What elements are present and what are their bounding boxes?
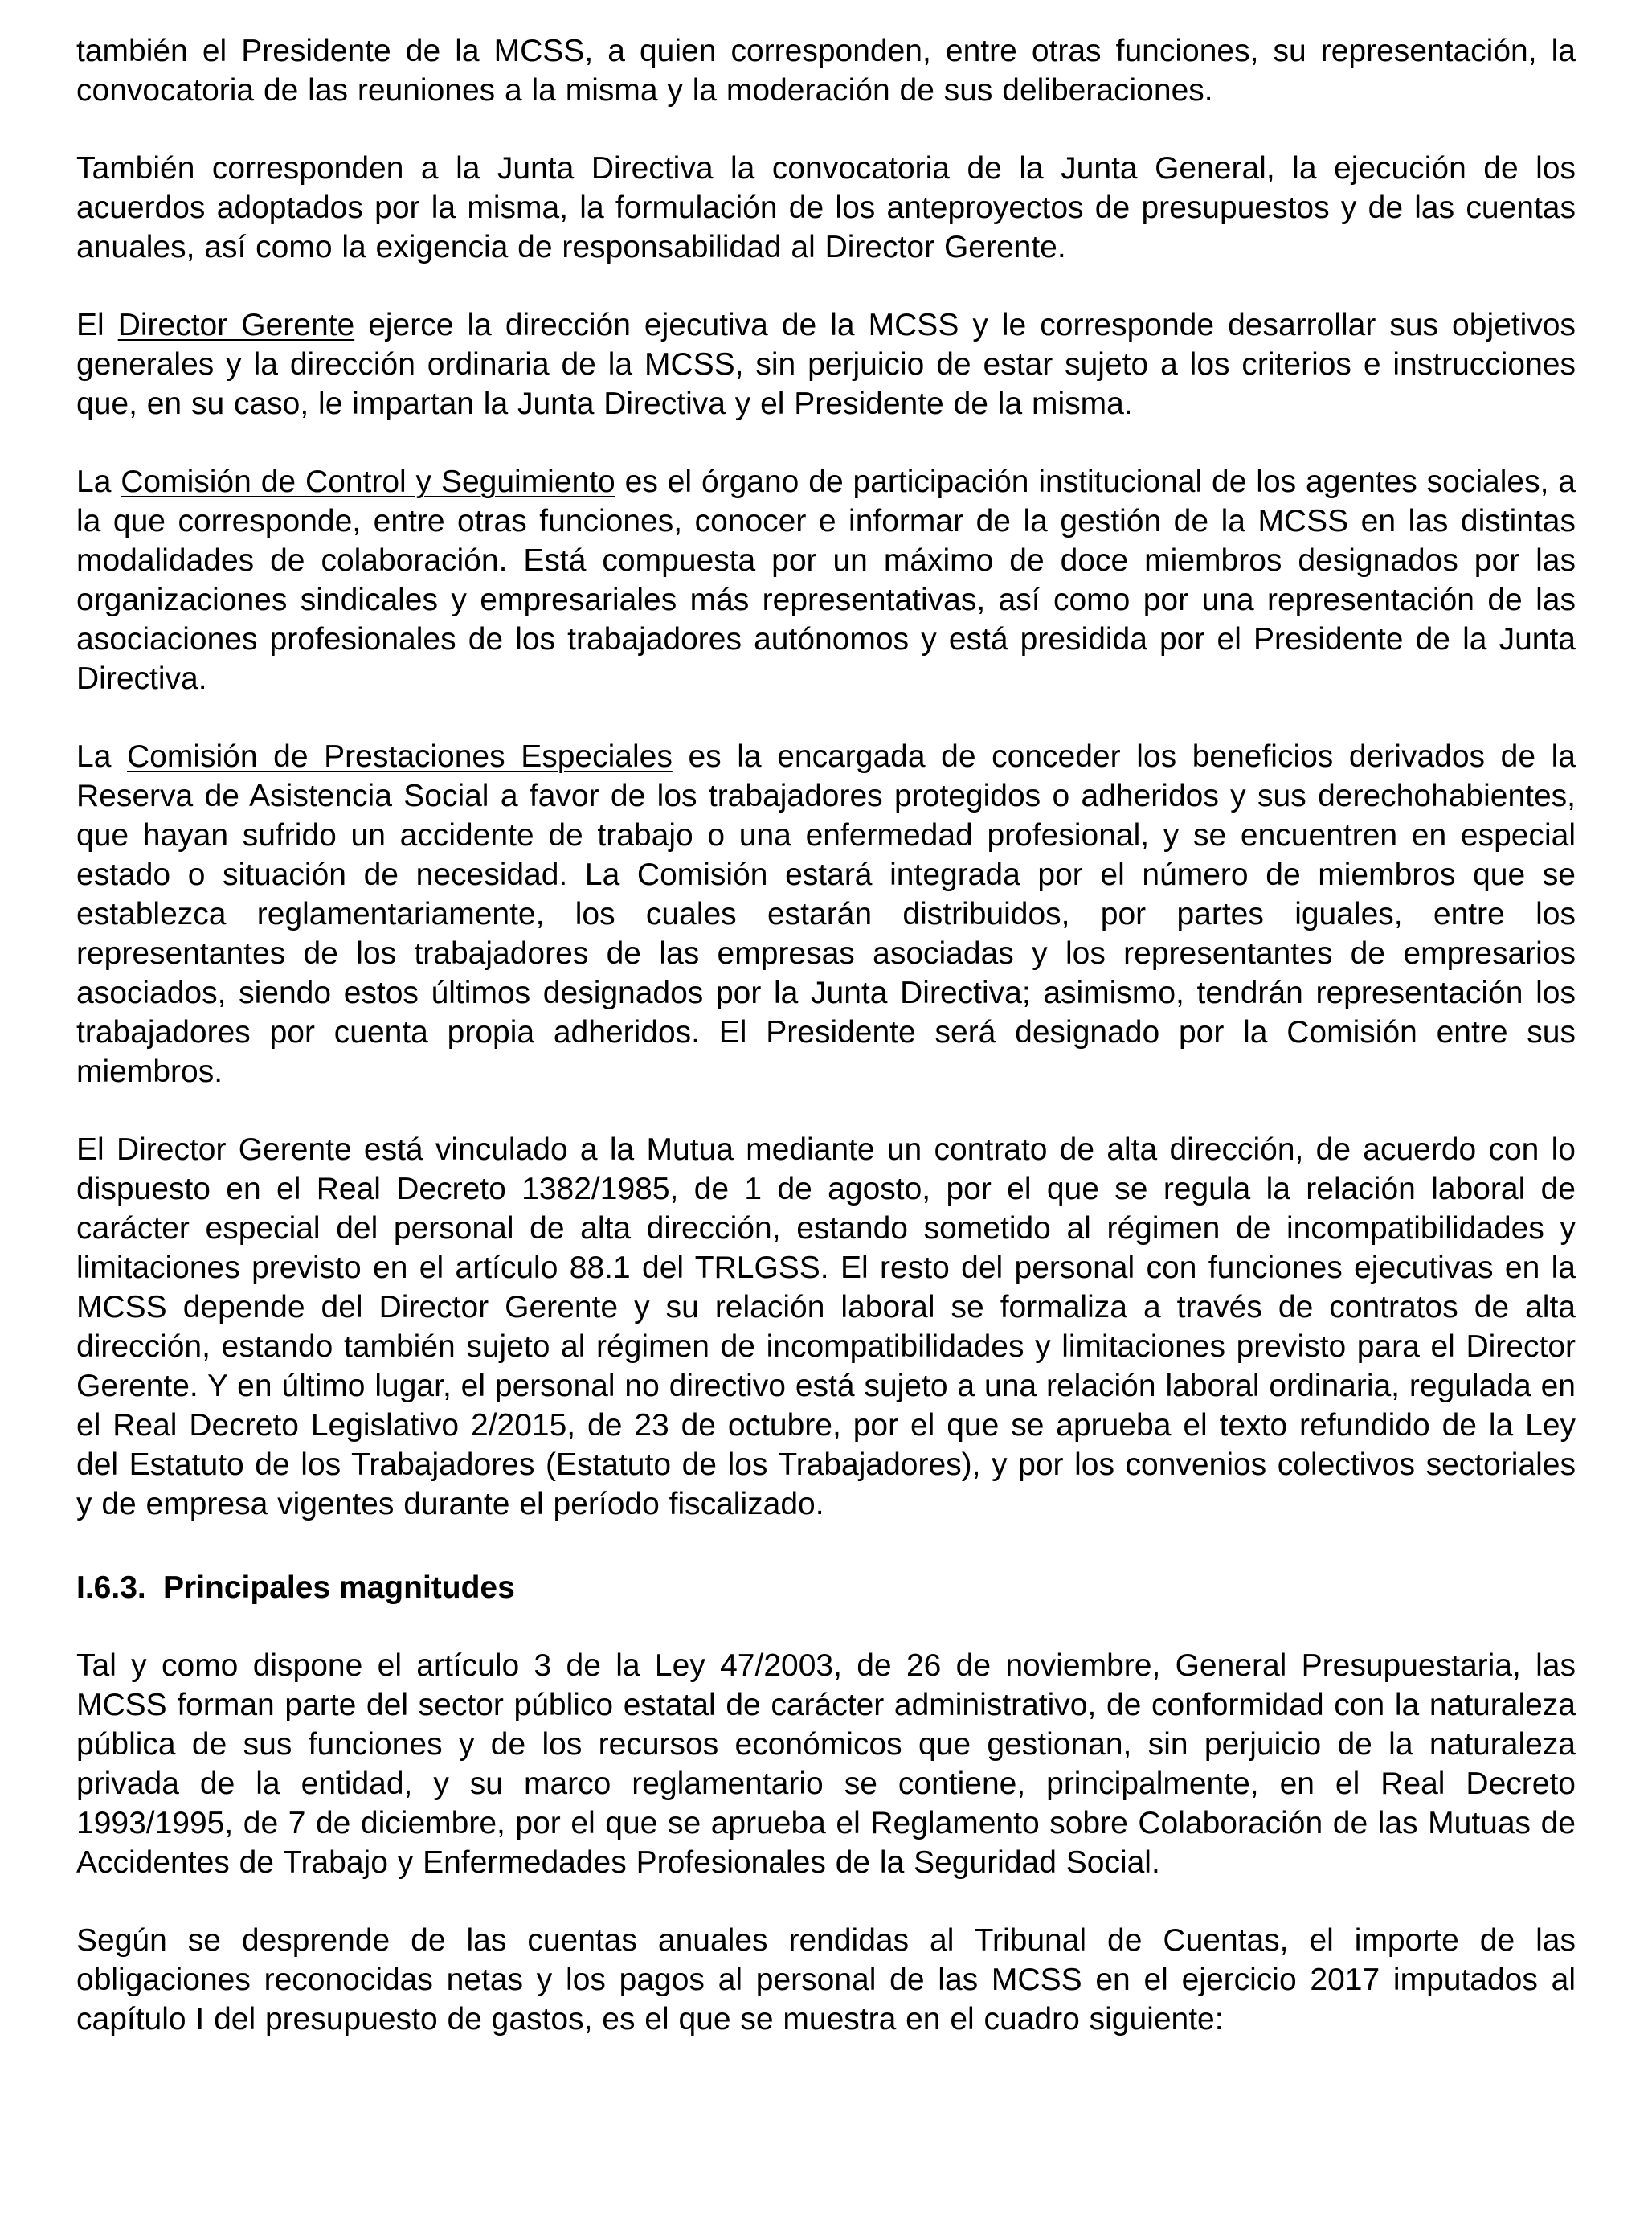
paragraph bbox=[76, 31, 1576, 110]
underlined-term: Comisión de Prestaciones Especiales bbox=[127, 739, 673, 774]
text-run: también el Presidente de la MCSS, a quien corresponden, entre otras funciones, su representación, la convocatoria de las reuniones a la misma y la moderación de sus deliberaciones. bbox=[76, 34, 1576, 108]
paragraph bbox=[76, 1646, 1576, 1882]
paragraph bbox=[76, 462, 1576, 698]
text-run: es el órgano de participación institucional de los agentes sociales, a la que corresponde, entre otras funciones, conocer e informar de la gestión de la MCSS en las distintas modalidades de colaboración. Está compuesta por un máximo de doce miembros designados por las organizaciones sindicales y empresariales más representativas, así como por una representación de las asociaciones profesionales de los trabajadores autónomos y está presidida por el Presidente de la Junta Directiva. bbox=[76, 465, 1576, 696]
paragraph bbox=[76, 737, 1576, 1091]
text-run: ejerce la dirección ejecutiva de la MCSS y le corresponde desarrollar sus objetivos generales y la dirección ordinaria de la MCSS, sin perjuicio de estar sujeto a los criterios e instrucciones que, en su caso, le impartan la Junta Directiva y el Presidente de la misma. bbox=[76, 308, 1576, 421]
paragraph bbox=[76, 149, 1576, 267]
text-run: También corresponden a la Junta Directiva la convocatoria de la Junta General, la ejecución de los acuerdos adoptados por la misma, la formulación de los anteproyectos de presupuestos y de las cuentas anuales, así como la exigencia de responsabilidad al Director Gerente. bbox=[76, 151, 1576, 264]
section-heading bbox=[76, 1568, 1576, 1607]
underlined-term: Comisión de Control y Seguimiento bbox=[121, 465, 615, 499]
section-title: Principales magnitudes bbox=[163, 1570, 515, 1605]
text-run: El Director Gerente está vinculado a la Mutua mediante un contrato de alta dirección, de acuerdo con lo dispuesto en el Real Decreto 1382/1985, de 1 de agosto, por el que se regula la relación laboral de carácter especial del personal de alta dirección, estando sometido al régimen de incompatibilidades y limitaciones previsto en el artículo 88.1 del TRLGSS. El resto del personal con funciones ejecutivas en la MCSS depende del Director Gerente y su relación laboral se formaliza a través de contratos de alta dirección, estando también sujeto al régimen de incompatibilidades y limitaciones previsto para el Director Gerente. Y en último lugar, el personal no directivo está sujeto a una relación laboral ordinaria, regulada en el Real Decreto Legislativo 2/2015, de 23 de octubre, por el que se aprueba el texto refundido de la Ley del Estatuto de los Trabajadores (Estatuto de los Trabajadores), y por los convenios colectivos sectoriales y de empresa vigentes durante el período fiscalizado. bbox=[76, 1132, 1576, 1521]
paragraph bbox=[76, 1921, 1576, 2039]
document-content bbox=[76, 31, 1576, 2039]
paragraph bbox=[76, 305, 1576, 424]
section-number: I.6.3. bbox=[76, 1570, 146, 1605]
underlined-term: Director Gerente bbox=[117, 308, 355, 342]
text-run: La bbox=[76, 739, 127, 774]
paragraph bbox=[76, 1130, 1576, 1524]
text-run: es la encargada de conceder los beneficios derivados de la Reserva de Asistencia Social a favor de los trabajadores protegidos o adheridos y sus derechohabientes, que hayan sufrido un accidente de trabajo o una enfermedad profesional, y se encuentren en especial estado o situación de necesidad. La Comisión estará integrada por el número de miembros que se establezca reglamentariamente, los cuales estarán distribuidos, por partes iguales, entre los representantes de los trabajadores de las empresas asociadas y los representantes de empresarios asociados, siendo estos últimos designados por la Junta Directiva; asimismo, tendrán representación los trabajadores por cuenta propia adheridos. El Presidente será designado por la Comisión entre sus miembros. bbox=[76, 739, 1576, 1089]
text-run: El bbox=[76, 308, 118, 342]
text-run: Según se desprende de las cuentas anuales rendidas al Tribunal de Cuentas, el importe de las obligaciones reconocidas netas y los pagos al personal de las MCSS en el ejercicio 2017 imputados al capítulo I del presupuesto de gastos, es el que se muestra en el cuadro siguiente: bbox=[76, 1923, 1576, 2037]
text-run: La bbox=[76, 465, 121, 499]
text-run: Tal y como dispone el artículo 3 de la Ley 47/2003, de 26 de noviembre, General Presupuestaria, las MCSS forman parte del sector público estatal de carácter administrativo, de conformidad con la naturaleza pública de sus funciones y de los recursos económicos que gestionan, sin perjuicio de la naturaleza privada de la entidad, y su marco reglamentario se contiene, principalmente, en el Real Decreto 1993/1995, de 7 de diciembre, por el que se aprueba el Reglamento sobre Colaboración de las Mutuas de Accidentes de Trabajo y Enfermedades Profesionales de la Seguridad Social. bbox=[76, 1648, 1576, 1880]
